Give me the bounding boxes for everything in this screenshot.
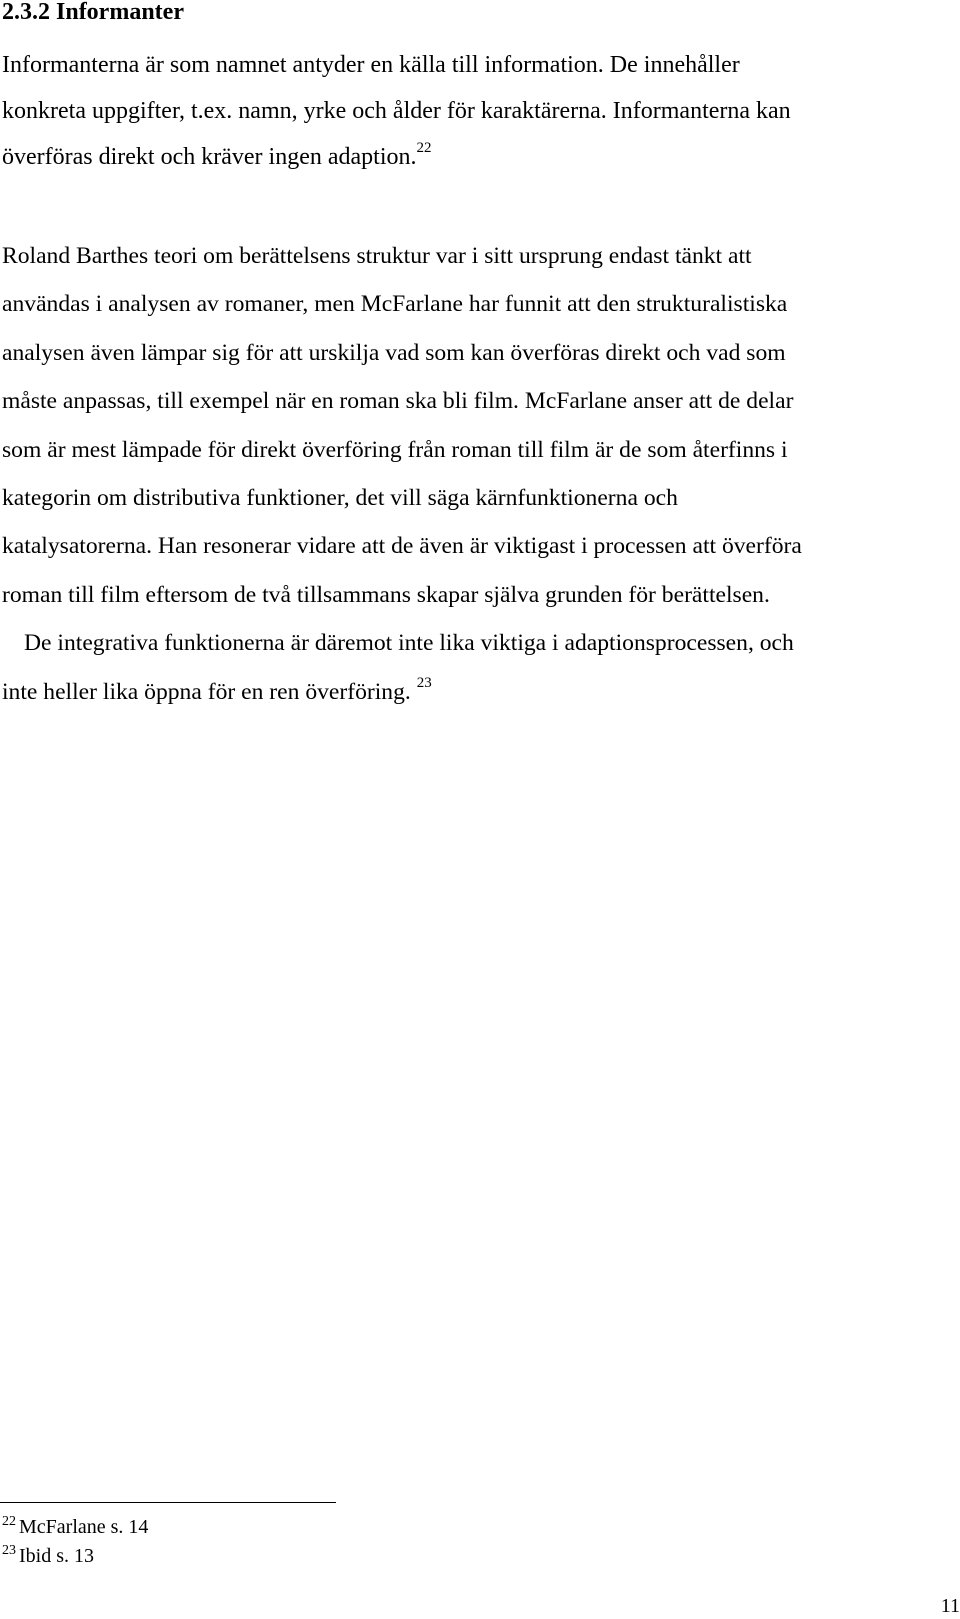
paragraph-line: [2, 668, 947, 716]
footnote-mark: 23: [2, 1543, 16, 1558]
paragraph-line: roman till film eftersom de två tillsammans skapar själva grunden för berättelsen.: [2, 581, 770, 608]
footnotes: [2, 1514, 148, 1572]
footnote-item: [2, 1514, 148, 1543]
paragraph-line: [2, 134, 942, 180]
footnote-reference: 23: [416, 674, 432, 691]
paragraph-line: användas i analysen av romaner, men McFarlane har funnit att den strukturalistiska: [2, 291, 788, 318]
section-heading: 2.3.2 Informanter: [2, 0, 184, 25]
paragraph-line: katalysatorerna. Han resonerar vidare att de även är viktigast i processen att överföra: [2, 533, 802, 560]
paragraph-line: som är mest lämpade för direkt överföring från roman till film är de som återfinns i: [2, 436, 788, 463]
paragraph-line: kategorin om distributiva funktioner, det vill säga kärnfunktionerna och: [2, 485, 678, 512]
paragraph-line: Informanterna är som namnet antyder en källa till information. De innehåller: [2, 52, 740, 78]
footnote-text: Ibid s. 13: [19, 1545, 94, 1567]
paragraph-line: De integrativa funktionerna är däremot inte lika viktiga i adaptionsprocessen, och: [24, 630, 794, 657]
footnote-reference: 22: [416, 140, 432, 156]
footnote-separator: [0, 1502, 336, 1503]
paragraph-line: måste anpassas, till exempel när en roman ska bli film. McFarlane anser att de delar: [2, 388, 794, 415]
paragraph-line-text: överföras direkt och kräver ingen adaption.: [2, 144, 417, 170]
paragraph-barthes: [2, 232, 947, 716]
paragraph-informanter: [2, 42, 942, 180]
paragraph-line: analysen även lämpar sig för att urskilja vad som kan överföras direkt och vad som: [2, 339, 786, 366]
footnote-item: [2, 1543, 148, 1572]
paragraph-line: konkreta uppgifter, t.ex. namn, yrke och ålder för karaktärerna. Informanterna kan: [2, 98, 791, 124]
footnote-mark: 22: [2, 1514, 16, 1529]
paragraph-line-text: inte heller lika öppna för en ren överföring.: [2, 678, 411, 705]
footnote-text: McFarlane s. 14: [19, 1516, 149, 1538]
page-number: 11: [940, 1595, 960, 1617]
paragraph-line: Roland Barthes teori om berättelsens struktur var i sitt ursprung endast tänkt att: [2, 243, 752, 269]
